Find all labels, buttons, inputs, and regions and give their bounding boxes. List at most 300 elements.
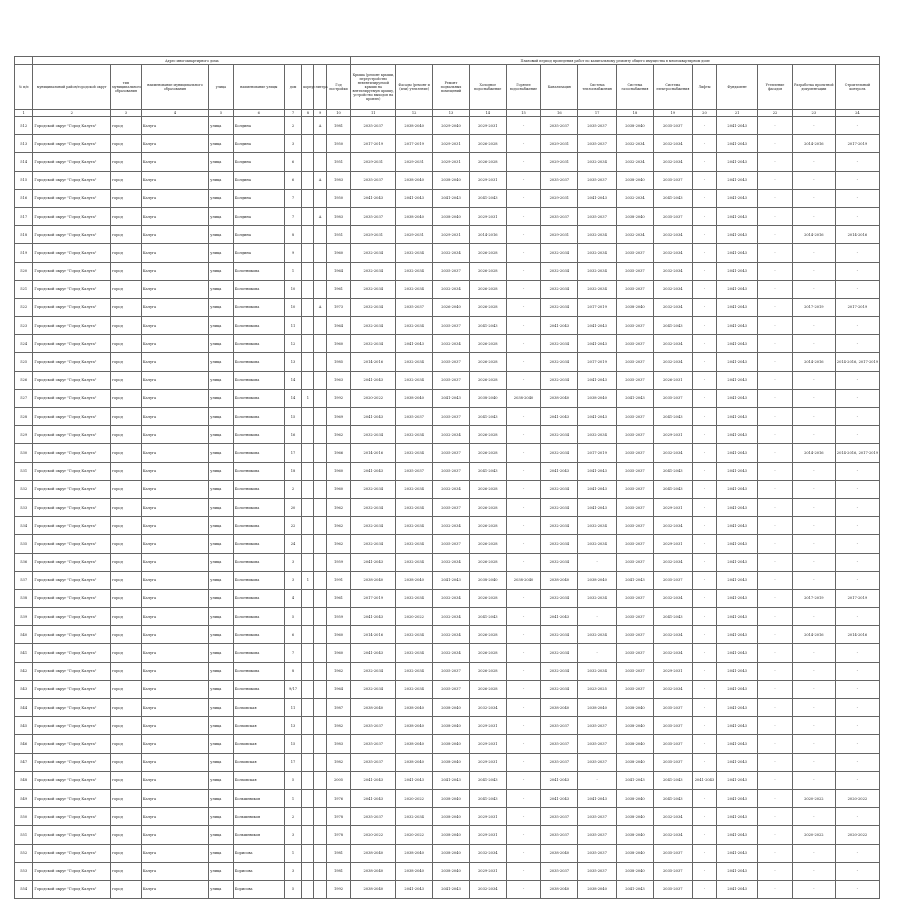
table-cell: 1951 bbox=[326, 153, 351, 171]
table-cell: 2032-2034 bbox=[396, 280, 433, 298]
table-cell: 1950 bbox=[326, 189, 351, 207]
table-cell: 2038-2040 bbox=[469, 389, 506, 407]
table-cell: - bbox=[758, 462, 793, 480]
table-cell: 1969 bbox=[326, 408, 351, 426]
table-cell: Болотникова bbox=[233, 644, 284, 662]
table-cell: Болотникова bbox=[233, 444, 284, 462]
table-cell: Болотникова bbox=[233, 317, 284, 335]
table-cell: 2035-2037 bbox=[653, 389, 692, 407]
table-cell: - bbox=[692, 880, 717, 898]
table-cell: - bbox=[506, 280, 541, 298]
table-cell bbox=[302, 244, 314, 262]
table-cell: 2029-2031 bbox=[469, 171, 506, 189]
table-cell: 2026-2028 bbox=[469, 244, 506, 262]
table-cell: - bbox=[758, 280, 793, 298]
table-cell: 2026-2028 bbox=[469, 680, 506, 698]
table-cell: 2026-2028 bbox=[469, 371, 506, 389]
table-cell: 2035-2037 bbox=[541, 171, 578, 189]
column-header: Фундамент bbox=[717, 65, 758, 110]
table-cell: - bbox=[792, 244, 835, 262]
table-cell: город bbox=[111, 626, 142, 644]
table-cell: 2041-2043 bbox=[717, 262, 758, 280]
table-cell: - bbox=[758, 862, 793, 880]
table-row bbox=[15, 699, 880, 717]
table-cell: 2035-2037 bbox=[351, 808, 396, 826]
table-cell: 2032-2034 bbox=[541, 553, 578, 571]
table-cell: - bbox=[792, 335, 835, 353]
table-cell: - bbox=[792, 517, 835, 535]
table-cell: - bbox=[692, 426, 717, 444]
table-cell: 2041-2043 bbox=[433, 389, 470, 407]
table-cell: 2041-2043 bbox=[653, 789, 692, 807]
table-cell: улица bbox=[209, 389, 234, 407]
table-cell: 2035-2037 bbox=[617, 608, 654, 626]
table-cell: улица bbox=[209, 517, 234, 535]
table-cell: - bbox=[692, 298, 717, 316]
table-cell: Городской округ "Город Калуга" bbox=[33, 244, 111, 262]
table-cell: 2041-2043 bbox=[617, 880, 654, 898]
table-cell: 2032-2034 bbox=[396, 626, 433, 644]
table-cell: - bbox=[692, 498, 717, 516]
table-cell: город bbox=[111, 589, 142, 607]
table-cell: 16 bbox=[284, 426, 301, 444]
table-cell: 2038-2040 bbox=[433, 826, 470, 844]
table-cell: город bbox=[111, 844, 142, 862]
table-cell bbox=[302, 589, 314, 607]
table-cell: Городской округ "Город Калуга" bbox=[33, 117, 111, 135]
table-cell: Городской округ "Город Калуга" bbox=[33, 498, 111, 516]
column-number: 24 bbox=[835, 110, 879, 117]
table-row bbox=[15, 753, 880, 771]
table-cell: 2041-2043 bbox=[351, 789, 396, 807]
table-cell: 2041-2043 bbox=[717, 408, 758, 426]
table-cell: 1966 bbox=[326, 444, 351, 462]
table-cell: 2038-2040 bbox=[541, 844, 578, 862]
column-number: 10 bbox=[326, 110, 351, 117]
table-cell: 2038-2040 bbox=[541, 389, 578, 407]
table-cell bbox=[302, 753, 314, 771]
table-cell: 2029-2031 bbox=[541, 226, 578, 244]
table-cell: 2 bbox=[284, 808, 301, 826]
column-header: наименование муниципального образования bbox=[141, 65, 208, 110]
table-row bbox=[15, 735, 880, 753]
table-cell: 1951 bbox=[326, 226, 351, 244]
table-cell: - bbox=[692, 626, 717, 644]
table-cell: Болотникова bbox=[233, 426, 284, 444]
table-cell: - bbox=[692, 535, 717, 553]
table-row bbox=[15, 135, 880, 153]
table-cell: 10 bbox=[284, 298, 301, 316]
table-cell: А bbox=[314, 117, 326, 135]
table-cell: - bbox=[758, 808, 793, 826]
table-cell: 542 bbox=[15, 662, 33, 680]
table-cell: 2038-2040 bbox=[617, 826, 654, 844]
table-cell: 1960 bbox=[326, 462, 351, 480]
table-cell: 2032-2034 bbox=[578, 662, 617, 680]
table-cell: - bbox=[506, 717, 541, 735]
repair-schedule-table bbox=[14, 56, 880, 899]
table-cell: - bbox=[835, 335, 879, 353]
table-cell: - bbox=[792, 608, 835, 626]
table-cell bbox=[302, 226, 314, 244]
table-cell: - bbox=[758, 789, 793, 807]
table-cell: - bbox=[758, 644, 793, 662]
table-row bbox=[15, 244, 880, 262]
table-cell: - bbox=[758, 480, 793, 498]
table-cell: 2041-2043 bbox=[717, 862, 758, 880]
column-header: муниципальный район/городской округ bbox=[33, 65, 111, 110]
table-cell: 2032-2034 bbox=[653, 826, 692, 844]
table-cell bbox=[302, 153, 314, 171]
table-cell: Городской округ "Город Калуга" bbox=[33, 589, 111, 607]
table-cell: - bbox=[835, 480, 879, 498]
table-cell: - bbox=[506, 117, 541, 135]
table-cell: 2038-2040 bbox=[617, 171, 654, 189]
table-cell: 2041-2043 bbox=[396, 189, 433, 207]
table-cell: 1960 bbox=[326, 626, 351, 644]
table-cell: 2035-2037 bbox=[617, 553, 654, 571]
table-cell: 1964 bbox=[326, 680, 351, 698]
table-cell: 2032-2034 bbox=[541, 644, 578, 662]
table-cell bbox=[314, 571, 326, 589]
table-cell: 1992 bbox=[326, 389, 351, 407]
table-row bbox=[15, 498, 880, 516]
table-cell: Болховская bbox=[233, 771, 284, 789]
table-cell bbox=[314, 426, 326, 444]
table-cell: 2038-2040 bbox=[433, 717, 470, 735]
table-cell: город bbox=[111, 117, 142, 135]
table-cell: Калуга bbox=[141, 262, 208, 280]
table-cell: улица bbox=[209, 626, 234, 644]
table-cell: 2035-2037 bbox=[396, 462, 433, 480]
column-header: дом bbox=[284, 65, 301, 110]
table-cell: 2041-2043 bbox=[717, 226, 758, 244]
table-cell: Городской округ "Город Калуга" bbox=[33, 262, 111, 280]
table-cell: Болотникова bbox=[233, 335, 284, 353]
table-cell: Болотникова bbox=[233, 389, 284, 407]
table-cell: 2014-2016 bbox=[792, 353, 835, 371]
table-row bbox=[15, 317, 880, 335]
table-cell: 2038-2040 bbox=[433, 735, 470, 753]
table-cell: 2032-2034 bbox=[396, 317, 433, 335]
table-cell: город bbox=[111, 298, 142, 316]
table-cell: 2032-2034 bbox=[396, 535, 433, 553]
table-cell: - bbox=[692, 753, 717, 771]
column-header: Лифты bbox=[692, 65, 717, 110]
column-header: Ремонт подвальных помещений bbox=[433, 65, 470, 110]
table-cell: 1981 bbox=[326, 862, 351, 880]
table-cell: - bbox=[792, 699, 835, 717]
table-row bbox=[15, 280, 880, 298]
table-cell: - bbox=[692, 371, 717, 389]
table-cell: Городской округ "Город Калуга" bbox=[33, 826, 111, 844]
table-cell: 2032-2034 bbox=[469, 880, 506, 898]
table-cell: 2041-2043 bbox=[541, 408, 578, 426]
table-cell: - bbox=[578, 644, 617, 662]
table-cell: 2041-2043 bbox=[617, 389, 654, 407]
table-cell: Калуга bbox=[141, 207, 208, 225]
table-cell: 2041-2043 bbox=[469, 408, 506, 426]
table-cell: Калуга bbox=[141, 298, 208, 316]
table-cell: 533 bbox=[15, 498, 33, 516]
column-number: 19 bbox=[653, 110, 692, 117]
table-cell bbox=[302, 553, 314, 571]
table-cell: 11 bbox=[284, 317, 301, 335]
table-cell: Калуга bbox=[141, 335, 208, 353]
table-cell: 2038-2040 bbox=[396, 753, 433, 771]
column-number: 17 bbox=[578, 110, 617, 117]
table-cell bbox=[302, 135, 314, 153]
table-cell: - bbox=[758, 298, 793, 316]
table-cell: - bbox=[506, 262, 541, 280]
table-cell: 530 bbox=[15, 444, 33, 462]
table-cell: 2035-2037 bbox=[653, 117, 692, 135]
table-cell: 2032-2034 bbox=[351, 317, 396, 335]
header-group-plan: Плановый период проведения работ по капитальному ремонту общего имущества в многоквартирном доме bbox=[351, 57, 880, 65]
table-cell: 2032-2034 bbox=[351, 480, 396, 498]
table-cell: улица bbox=[209, 426, 234, 444]
table-cell: 2041-2043 bbox=[717, 626, 758, 644]
table-cell: 2020-2022 bbox=[396, 826, 433, 844]
table-cell: - bbox=[692, 808, 717, 826]
table-cell: 1960 bbox=[326, 480, 351, 498]
table-cell: 2029-2031 bbox=[469, 862, 506, 880]
table-cell: 3 bbox=[284, 135, 301, 153]
table-cell: 2038-2040 bbox=[396, 171, 433, 189]
table-cell: - bbox=[835, 426, 879, 444]
table-cell: 528 bbox=[15, 408, 33, 426]
table-cell: - bbox=[506, 880, 541, 898]
table-cell: город bbox=[111, 317, 142, 335]
table-cell bbox=[302, 862, 314, 880]
table-cell: 2029-2031 bbox=[351, 226, 396, 244]
table-cell: 2032-2034 bbox=[541, 626, 578, 644]
table-cell: улица bbox=[209, 226, 234, 244]
table-cell: улица bbox=[209, 262, 234, 280]
column-number: 12 bbox=[396, 110, 433, 117]
table-cell: Калуга bbox=[141, 444, 208, 462]
table-cell: 2029-2031 bbox=[433, 226, 470, 244]
table-cell: 1981 bbox=[326, 844, 351, 862]
table-cell: - bbox=[506, 480, 541, 498]
table-cell: 1950 bbox=[326, 135, 351, 153]
table-cell: 539 bbox=[15, 608, 33, 626]
table-cell: Калуга bbox=[141, 662, 208, 680]
table-row bbox=[15, 844, 880, 862]
table-cell: 2038-2040 bbox=[541, 571, 578, 589]
column-header: корпус bbox=[302, 65, 314, 110]
table-cell: 2041-2043 bbox=[717, 298, 758, 316]
table-cell: город bbox=[111, 644, 142, 662]
table-cell: 2038-2040 bbox=[351, 571, 396, 589]
table-cell: 2029-2031 bbox=[469, 117, 506, 135]
table-cell: 2032-2034 bbox=[617, 189, 654, 207]
table-cell: Болотникова bbox=[233, 535, 284, 553]
table-cell: 2038-2040 bbox=[351, 880, 396, 898]
table-cell: Калуга bbox=[141, 280, 208, 298]
table-cell: 1963 bbox=[326, 371, 351, 389]
table-cell: 2035-2037 bbox=[351, 117, 396, 135]
table-row bbox=[15, 335, 880, 353]
table-cell: - bbox=[506, 789, 541, 807]
table-cell: 2026-2028 bbox=[469, 553, 506, 571]
table-cell: Большевиков bbox=[233, 789, 284, 807]
table-cell: 2038-2040 bbox=[617, 207, 654, 225]
table-cell: Калуга bbox=[141, 862, 208, 880]
table-cell bbox=[302, 680, 314, 698]
column-number: 1 bbox=[15, 110, 33, 117]
table-cell: - bbox=[758, 844, 793, 862]
table-cell: - bbox=[758, 171, 793, 189]
table-cell: - bbox=[792, 680, 835, 698]
table-cell: 535 bbox=[15, 535, 33, 553]
table-cell: 2026-2028 bbox=[469, 335, 506, 353]
table-cell: 2041-2043 bbox=[717, 880, 758, 898]
table-cell: - bbox=[792, 408, 835, 426]
table-cell: - bbox=[758, 517, 793, 535]
table-cell: 2035-2037 bbox=[351, 735, 396, 753]
table-cell: - bbox=[758, 571, 793, 589]
table-cell: - bbox=[792, 808, 835, 826]
table-cell: - bbox=[792, 571, 835, 589]
table-cell: 2035-2037 bbox=[653, 862, 692, 880]
table-cell: - bbox=[692, 135, 717, 153]
table-cell: улица bbox=[209, 862, 234, 880]
table-row bbox=[15, 680, 880, 698]
table-cell: улица bbox=[209, 589, 234, 607]
table-cell: 544 bbox=[15, 699, 33, 717]
table-cell: улица bbox=[209, 498, 234, 516]
table-cell: 1960 bbox=[326, 335, 351, 353]
column-header: литера bbox=[314, 65, 326, 110]
table-cell: - bbox=[758, 589, 793, 607]
table-cell bbox=[314, 280, 326, 298]
table-cell: 2029-2031 bbox=[396, 153, 433, 171]
table-cell: 2035-2037 bbox=[541, 753, 578, 771]
table-cell: 2032-2034 bbox=[617, 135, 654, 153]
table-cell: город bbox=[111, 662, 142, 680]
table-cell: 2035-2037 bbox=[617, 244, 654, 262]
table-cell: 2029-2031 bbox=[469, 826, 506, 844]
table-cell: - bbox=[835, 517, 879, 535]
table-cell: - bbox=[506, 753, 541, 771]
table-cell: город bbox=[111, 553, 142, 571]
table-cell: Городской округ "Город Калуга" bbox=[33, 880, 111, 898]
table-cell: 2032-2034 bbox=[396, 371, 433, 389]
table-cell: Городской округ "Город Калуга" bbox=[33, 353, 111, 371]
table-cell: 2041-2043 bbox=[717, 735, 758, 753]
table-cell bbox=[302, 317, 314, 335]
table-cell: 2032-2034 bbox=[396, 244, 433, 262]
table-cell: 2035-2037 bbox=[617, 353, 654, 371]
table-cell: - bbox=[758, 408, 793, 426]
table-cell: улица bbox=[209, 717, 234, 735]
table-cell: 2032-2034 bbox=[578, 426, 617, 444]
table-cell: 518 bbox=[15, 226, 33, 244]
table-cell: улица bbox=[209, 117, 234, 135]
table-cell bbox=[302, 826, 314, 844]
table-cell: Городской округ "Город Калуга" bbox=[33, 444, 111, 462]
table-cell: 2026-2028 bbox=[469, 626, 506, 644]
table-cell: Борисова bbox=[233, 880, 284, 898]
table-row bbox=[15, 862, 880, 880]
table-cell: 2014-2016 bbox=[792, 226, 835, 244]
table-row bbox=[15, 771, 880, 789]
table-cell: 18 bbox=[284, 462, 301, 480]
table-cell: 2032-2034 bbox=[653, 226, 692, 244]
table-cell: город bbox=[111, 280, 142, 298]
table-cell: 2038-2040 bbox=[433, 862, 470, 880]
table-cell: Городской округ "Город Калуга" bbox=[33, 662, 111, 680]
table-cell: - bbox=[506, 408, 541, 426]
table-cell bbox=[302, 517, 314, 535]
table-cell: город bbox=[111, 462, 142, 480]
table-cell: - bbox=[792, 717, 835, 735]
table-cell: - bbox=[506, 844, 541, 862]
table-cell: Болховская bbox=[233, 753, 284, 771]
table-cell: - bbox=[758, 535, 793, 553]
column-number: 20 bbox=[692, 110, 717, 117]
table-cell: 2035-2037 bbox=[433, 462, 470, 480]
table-row bbox=[15, 553, 880, 571]
table-cell: 20 bbox=[284, 498, 301, 516]
table-cell: 2035-2037 bbox=[617, 371, 654, 389]
table-cell: 2029-2031 bbox=[433, 153, 470, 171]
table-cell: 1 bbox=[302, 389, 314, 407]
table-cell: 2032-2034 bbox=[541, 517, 578, 535]
table-cell: 2041-2043 bbox=[617, 771, 654, 789]
table-cell bbox=[302, 335, 314, 353]
table-cell: 2035-2037 bbox=[396, 298, 433, 316]
table-cell: 2041-2043 bbox=[717, 662, 758, 680]
table-cell: 2032-2034 bbox=[653, 808, 692, 826]
table-cell: 2032-2034 bbox=[433, 280, 470, 298]
table-cell bbox=[314, 244, 326, 262]
table-cell: улица bbox=[209, 608, 234, 626]
table-cell: Болотникова bbox=[233, 517, 284, 535]
table-cell: 2041-2043 bbox=[617, 571, 654, 589]
table-cell: город bbox=[111, 789, 142, 807]
table-cell: 2032-2034 bbox=[578, 589, 617, 607]
table-cell: 2035-2037 bbox=[433, 498, 470, 516]
table-cell: - bbox=[692, 517, 717, 535]
table-cell: город bbox=[111, 207, 142, 225]
column-header: Утепление фасадов bbox=[758, 65, 793, 110]
table-cell: 2038-2040 bbox=[617, 808, 654, 826]
table-cell: 2032-2034 bbox=[351, 244, 396, 262]
table-cell: 2041-2043 bbox=[578, 189, 617, 207]
table-cell: - bbox=[506, 535, 541, 553]
table-cell bbox=[314, 553, 326, 571]
table-cell: Калуга bbox=[141, 189, 208, 207]
table-cell: Городской округ "Город Калуга" bbox=[33, 608, 111, 626]
table-cell: 2029-2031 bbox=[469, 753, 506, 771]
table-cell: - bbox=[506, 371, 541, 389]
table-cell bbox=[314, 353, 326, 371]
table-cell: - bbox=[692, 826, 717, 844]
table-cell: 2041-2043 bbox=[578, 498, 617, 516]
table-cell: 1961 bbox=[326, 589, 351, 607]
table-cell: 2032-2034 bbox=[541, 371, 578, 389]
table-row bbox=[15, 298, 880, 316]
table-row bbox=[15, 226, 880, 244]
table-cell: 2041-2043 bbox=[717, 589, 758, 607]
table-row bbox=[15, 153, 880, 171]
table-cell: 2035-2037 bbox=[541, 717, 578, 735]
column-number: 16 bbox=[541, 110, 578, 117]
table-cell: 2032-2034 bbox=[396, 589, 433, 607]
column-header: улица bbox=[209, 65, 234, 110]
